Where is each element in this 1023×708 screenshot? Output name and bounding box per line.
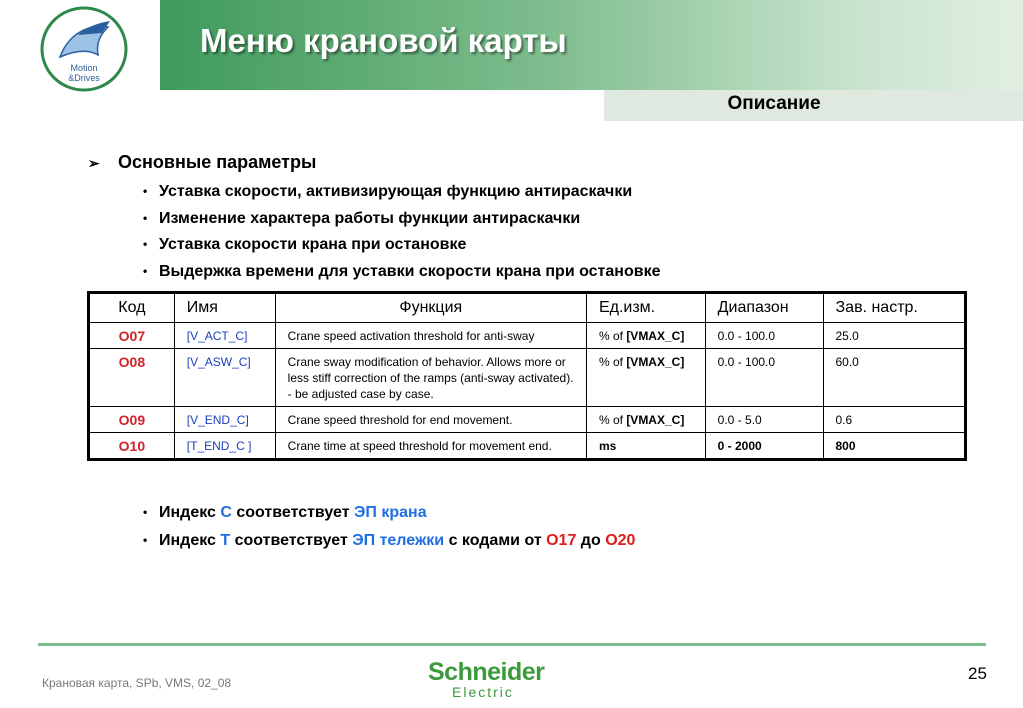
table-row	[89, 349, 966, 407]
brand-word: Schneider	[428, 658, 545, 686]
table-header-row	[89, 293, 966, 323]
cell-default: 25.0	[823, 323, 966, 349]
cell-function: Crane sway modification of behavior. Allows more or less stiff correction of the ramps (anti-sway activated). - be adjusted case by case.	[275, 349, 586, 407]
bullet-dot-icon: •	[143, 237, 148, 251]
table-row	[89, 433, 966, 460]
note-index-c: • Индекс С соответствует ЭП крана	[143, 504, 427, 521]
page-number: 25	[968, 664, 987, 683]
bullet-dot-icon: •	[143, 533, 148, 547]
table-row	[89, 407, 966, 433]
section-heading-text: Основные параметры	[118, 152, 317, 172]
list-item: • Изменение характера работы функции антираскачки	[143, 209, 581, 227]
parameter-list	[143, 181, 660, 287]
cell-default: 0.6	[823, 407, 966, 433]
cell-unit: % of [VMAX_C]	[586, 323, 705, 349]
bullet-dot-icon: •	[143, 505, 148, 519]
cell-unit: % of [VMAX_C]	[586, 407, 705, 433]
col-header-default: Зав. настр.	[823, 293, 966, 323]
bullet-dot-icon: •	[143, 263, 148, 278]
bullet-dot-icon: •	[143, 210, 148, 225]
col-header-code: Код	[89, 293, 175, 323]
page-title: Меню крановой карты	[200, 22, 567, 59]
bullet-dot-icon: •	[143, 184, 148, 198]
cell-name: [V_ASW_C]	[174, 349, 275, 407]
cell-function: Crane time at speed threshold for movement end.	[275, 433, 586, 460]
col-header-name: Имя	[174, 293, 275, 323]
list-item: • Уставка скорости, активизирующая функцию антираскачки	[143, 183, 633, 200]
cell-range: 0.0 - 100.0	[705, 349, 823, 407]
list-item: • Выдержка времени для уставки скорости крана при остановке	[143, 262, 661, 280]
list-item: • Уставка скорости крана при остановке	[143, 236, 467, 253]
cell-code: O09	[89, 407, 175, 433]
cell-function: Crane speed activation threshold for anti-sway	[275, 323, 586, 349]
section-heading	[88, 152, 316, 173]
note-index-t: • Индекс Т соответствует ЭП тележки с кодами от O17 до O20	[143, 532, 636, 549]
cell-code: O08	[89, 349, 175, 407]
schneider-electric-logo	[428, 660, 544, 700]
cell-range: 0 - 2000	[705, 433, 823, 460]
page-subtitle: Описание	[727, 93, 821, 114]
arrow-bullet-icon: ➢	[88, 155, 100, 171]
cell-default: 800	[823, 433, 966, 460]
cell-default: 60.0	[823, 349, 966, 407]
col-header-function: Функция	[275, 293, 586, 323]
cell-name: [V_END_C]	[174, 407, 275, 433]
cell-code: O07	[89, 323, 175, 349]
col-header-range: Диапазон	[705, 293, 823, 323]
notes-list	[143, 502, 635, 558]
cell-name: [T_END_C ]	[174, 433, 275, 460]
footer-divider	[38, 643, 986, 646]
table-row	[89, 323, 966, 349]
svg-text:Motion: Motion	[70, 63, 98, 73]
cell-unit: % of [VMAX_C]	[586, 349, 705, 407]
cell-range: 0.0 - 5.0	[705, 407, 823, 433]
cell-name: [V_ACT_C]	[174, 323, 275, 349]
parameters-table	[87, 291, 967, 461]
col-header-unit: Ед.изм.	[586, 293, 705, 323]
svg-text:&Drives: &Drives	[68, 73, 100, 83]
cell-function: Crane speed threshold for end movement.	[275, 407, 586, 433]
cell-range: 0.0 - 100.0	[705, 323, 823, 349]
brand-sub: Electric	[452, 684, 514, 700]
footer-text: Крановая карта, SPb, VMS, 02_08	[42, 676, 232, 690]
motion-drives-logo	[38, 5, 130, 93]
cell-code: O10	[89, 433, 175, 460]
cell-unit: ms	[586, 433, 705, 460]
